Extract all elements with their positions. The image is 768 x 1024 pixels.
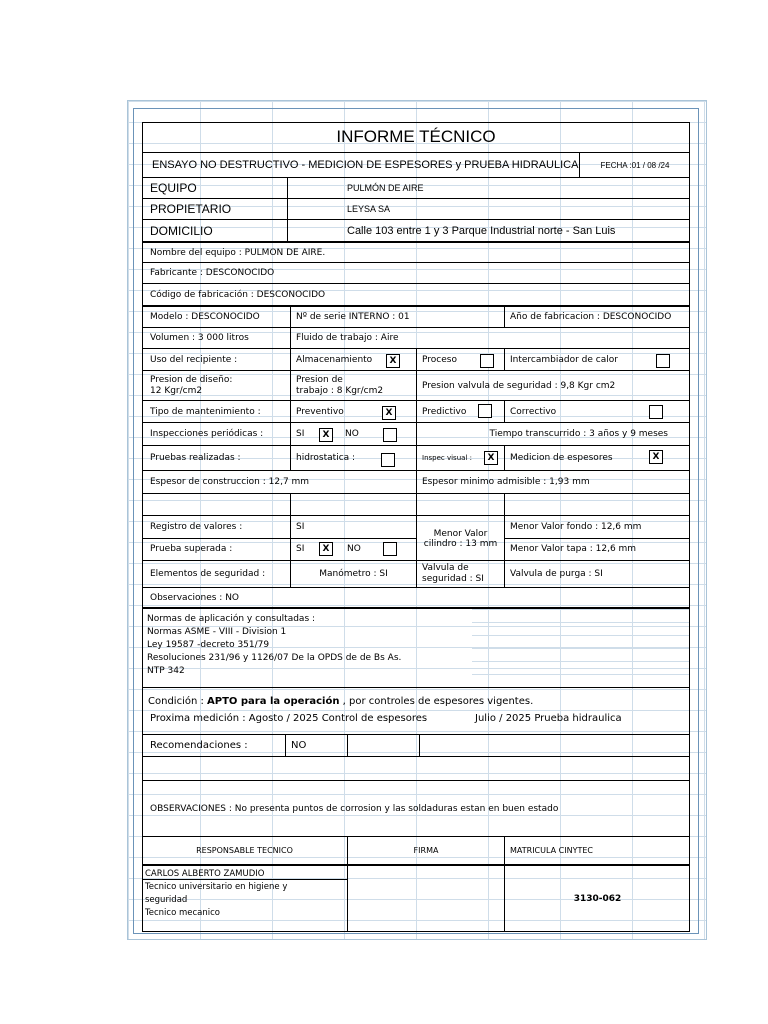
report-title: INFORME TÉCNICO — [336, 127, 496, 146]
normas-line: Normas ASME - VIII - Division 1 — [147, 627, 287, 637]
recomendaciones-value: NO — [285, 735, 347, 756]
espesor-construccion: Espesor de construccion : 12,7 mm — [150, 477, 310, 487]
report-date: FECHA :01 / 08 /24 — [579, 153, 690, 177]
insp-si: SI — [290, 423, 320, 445]
inspeccion-visual-checkbox[interactable]: X — [484, 451, 498, 465]
responsable-nombre: CARLOS ALBERTO ZAMUDIO — [145, 869, 265, 879]
uso-proceso: Proceso — [416, 349, 504, 370]
equipo-value: PULMÓN DE AIRE — [347, 183, 424, 193]
espesor-minimo: Espesor minimo admisible : 1,93 mm — [416, 471, 690, 493]
matricula-header: MATRICULA CINYTEC — [504, 837, 690, 864]
presion-diseno-line2: 12 Kgr/cm2 — [150, 385, 203, 396]
proxima-prueba: Julio / 2025 Prueba hidraulica — [475, 713, 622, 724]
elementos-label: Elementos de seguridad : — [150, 569, 266, 579]
volumen: Volumen : 3 000 litros — [150, 333, 249, 343]
matricula-numero: 3130-062 — [504, 866, 690, 932]
equipo-label: EQUIPO — [150, 181, 197, 195]
registro-si: SI — [290, 516, 416, 538]
registro-label: Registro de valores : — [150, 522, 243, 532]
mantenimiento-label: Tipo de mantenimiento : — [150, 406, 261, 417]
codigo-fabricacion: Código de fabricación : DESCONOCIDO — [150, 289, 326, 300]
prueba-label: Prueba superada : — [150, 544, 233, 554]
serie: Nº de serie INTERNO : 01 — [290, 307, 504, 327]
nombre-equipo: Nombre del equipo : PULMON DE AIRE. — [150, 247, 326, 258]
medicion-espesores: Medicion de espesores — [504, 446, 690, 470]
condicion-status: APTO para la operación — [207, 696, 340, 707]
menor-valor-tapa: Menor Valor tapa : 12,6 mm — [504, 538, 690, 560]
almacenamiento-checkbox[interactable]: X — [386, 354, 400, 368]
responsable-header: RESPONSABLE TECNICO — [196, 846, 293, 855]
modelo: Modelo : DESCONOCIDO — [150, 312, 260, 322]
inspecciones-label: Inspecciones periódicas : — [150, 429, 264, 439]
pruebas-label: Pruebas realizadas : — [150, 453, 241, 463]
responsable-titulo: Tecnico universitario en higiene y — [145, 882, 288, 892]
preventivo-checkbox[interactable]: X — [382, 406, 396, 420]
prueba-no: NO — [347, 544, 361, 554]
normas-line: NTP 342 — [147, 666, 185, 676]
responsable-titulo: Tecnico mecanico — [145, 908, 220, 918]
propietario-value: LEYSA SA — [347, 204, 391, 214]
tiempo-transcurrido: Tiempo transcurrido : 3 años y 9 meses — [416, 423, 690, 445]
firma-header: FIRMA — [347, 837, 504, 864]
insp-no: NO — [345, 429, 359, 439]
fabricante: Fabricante : DESCONOCIDO — [150, 268, 275, 278]
anio-fabricacion: Año de fabricacion : DESCONOCIDO — [504, 307, 690, 327]
normas-line: Ley 19587 -decreto 351/79 — [147, 640, 270, 650]
uso-almacenamiento: Almacenamiento — [290, 349, 408, 370]
mant-preventivo: Preventivo — [290, 401, 416, 422]
menor-cilindro-line1: Menor Valor — [433, 528, 488, 539]
recomendaciones-label: Recomendaciones : — [150, 740, 248, 751]
medicion-espesores-checkbox[interactable]: X — [649, 450, 663, 464]
uso-intercambiador: Intercambiador de calor — [504, 349, 690, 370]
valvula-seguridad-line1: Valvula de — [422, 563, 469, 573]
valvula-seguridad-line2: seguridad : SI — [422, 574, 484, 584]
insp-si-checkbox[interactable]: X — [319, 428, 333, 442]
prueba-si-checkbox[interactable]: X — [319, 542, 333, 556]
normas-line: Normas de aplicación y consultadas : — [147, 614, 316, 624]
proxima-medicion: Proxima medición : Agosto / 2025 Control de espesores — [150, 713, 428, 724]
prueba-hidrostatica: hidrostatica : — [290, 446, 416, 470]
menor-cilindro-line2: cilindro : 13 mm — [423, 538, 498, 549]
observaciones-no: Observaciones : NO — [150, 592, 240, 603]
valvula-purga: Valvula de purga : SI — [504, 561, 690, 587]
inspeccion-visual: Inspec visual : — [416, 446, 504, 470]
manometro: Manómetro : SI — [290, 561, 416, 587]
presion-trabajo-line2: trabajo : 8 Kgr/cm2 — [296, 385, 384, 396]
presion-valvula: Presion valvula de seguridad : 9,8 Kgr cm2 — [416, 371, 690, 400]
mant-predictivo: Predictivo — [416, 401, 504, 422]
presion-trabajo-line1: Presion de — [296, 374, 343, 385]
condicion-prefix: Condición : — [148, 696, 208, 707]
normas-line: Resoluciones 231/96 y 1126/07 De la OPDS de de Bs As. — [147, 653, 402, 663]
propietario-label: PROPIETARIO — [150, 202, 232, 216]
responsable-titulo: seguridad — [145, 895, 188, 905]
form-outline — [142, 122, 690, 932]
condicion-suffix: , por controles de espesores vigentes. — [339, 696, 534, 707]
domicilio-value: Calle 103 entre 1 y 3 Parque Industrial norte - San Luis — [347, 224, 616, 237]
report-subtitle: ENSAYO NO DESTRUCTIVO - MEDICION DE ESPESORES y PRUEBA HIDRAULICA — [152, 159, 579, 171]
mant-correctivo: Correctivo — [504, 401, 690, 422]
uso-label: Uso del recipiente : — [150, 354, 238, 365]
observaciones-final: OBSERVACIONES : No presenta puntos de corrosion y las soldaduras estan en buen estado — [150, 803, 559, 814]
domicilio-label: DOMICILIO — [150, 223, 213, 238]
presion-diseno-line1: Presion de diseño: — [150, 374, 233, 385]
menor-valor-fondo: Menor Valor fondo : 12,6 mm — [504, 516, 690, 538]
prueba-si: SI — [290, 538, 320, 560]
fluido: Fluido de trabajo : Aire — [290, 328, 690, 348]
